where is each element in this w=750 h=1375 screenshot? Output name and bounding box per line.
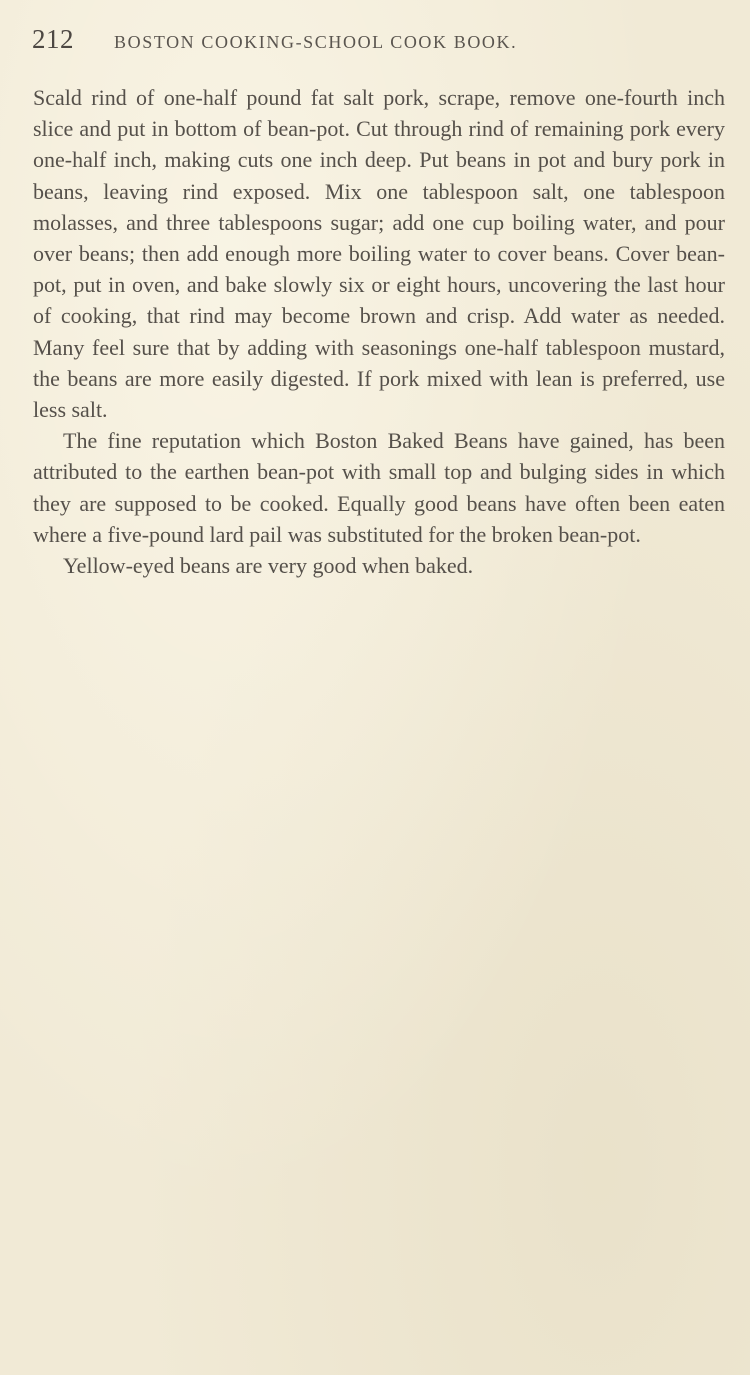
paragraph-pork-and-beans-method: Scald rind of one-half pound fat salt pork, scrape, remove one-fourth inch slice and put in bottom of bean-pot. Cut through rind of remaining pork every one-half inch, making cuts one inch deep. Put beans in pot and bury pork in beans, leaving rind exposed. Mix one tablespoon salt, one tablespoon molasses, and three tablespoons sugar; add one cup boiling water, and pour over beans; then add enough more boiling water to cover beans. Cover bean-pot, put in oven, and bake slowly six or eight hours, uncovering the last hour of cooking, that rind may become brown and crisp. Add water as needed. Many feel sure that by adding with seasonings one-half tablespoon mustard, the beans are more easily digested. If pork mixed with lean is preferred, use less salt. <box>33 85 725 423</box>
running-head: BOSTON COOKING-SCHOOL COOK BOOK. <box>114 32 518 52</box>
page-number: 212 <box>32 24 74 54</box>
paragraph-yellow-eyed-beans: Yellow-eyed beans are very good when baked. <box>63 553 474 579</box>
paragraph-bean-pot-reputation: The fine reputation which Boston Baked Beans have gained, has been attributed to the earthen bean-pot with small top and bulging sides in which they are supposed to be cooked. Equally good beans have often been eaten where a five-pound lard pail was substituted for the broken bean-pot. <box>33 428 725 547</box>
body-text <box>33 82 725 581</box>
page-header <box>32 24 732 58</box>
